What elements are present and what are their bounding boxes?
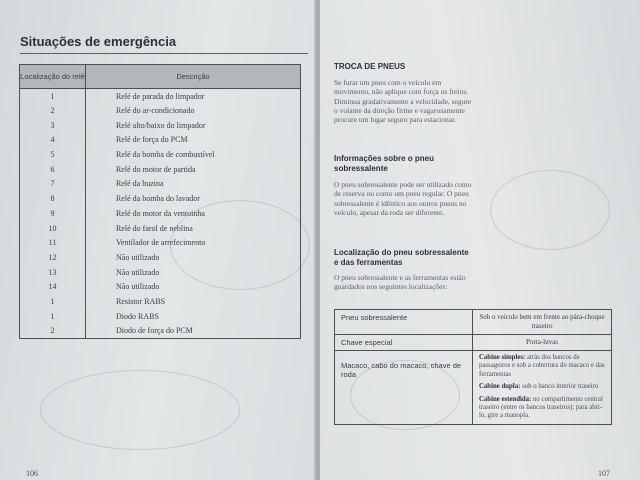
relay-number: 4	[20, 133, 86, 148]
page-number-right: 107	[598, 469, 610, 478]
table-row	[20, 309, 301, 324]
tool-name: Macaco, cabo do macaco, chave de roda	[335, 351, 473, 425]
cabin-text: no compartimento central traseiro (entre os bancos traseiros); para abri-lo, gire a manopla.	[479, 395, 603, 420]
relay-description: Não utilizado	[86, 265, 301, 280]
relay-description: Relé da buzina	[86, 177, 301, 192]
relay-number: 6	[20, 162, 86, 177]
relay-number: 11	[20, 235, 86, 250]
table-row	[20, 279, 301, 294]
table-row	[20, 324, 301, 339]
table-row	[20, 162, 301, 177]
relay-table-body	[20, 89, 301, 339]
table-row	[20, 250, 301, 265]
column-header-description: Descrição	[86, 65, 301, 89]
title-divider	[20, 53, 308, 54]
page-number-left: 106	[26, 469, 38, 478]
relay-number: 13	[20, 265, 86, 280]
relay-description: Relé da bomba de combustível	[86, 147, 301, 162]
cabin-text: atrás dos bancos de passageiros e sob a cobertura do macaco e das ferramentas	[479, 354, 605, 378]
relay-description: Relé do motor de partida	[86, 162, 301, 177]
relay-description: Relé de parada do limpador	[86, 89, 301, 104]
table-row	[335, 310, 612, 335]
section-heading: TROCA DE PNEUS	[334, 62, 406, 71]
tool-name: Chave especial	[335, 335, 473, 351]
spare-info-paragraph: O pneu sobressalente pode ser utilizado como de reserva ou como um pneu regular. O pneu sobressalente é idêntico aos outros pneus no veículo, apesar da roda ser diferente.	[334, 180, 472, 217]
relay-description: Relé alto/baixo do limpador	[86, 118, 301, 133]
tool-location: Sob o veículo bem em frente ao pára-choque traseiro	[473, 310, 612, 335]
relay-description: Diodo de força do PCM	[86, 324, 301, 339]
table-row	[20, 103, 301, 118]
relay-description: Relé da bomba do lavador	[86, 191, 301, 206]
cabin-label: Cabine estendida:	[479, 395, 532, 403]
relay-description: Ventilador de arrefecimento	[86, 235, 301, 250]
relay-table	[19, 64, 301, 339]
relay-number: 1	[20, 89, 86, 104]
relay-description: Relé de força do PCM	[86, 133, 301, 148]
relay-number: 1	[20, 309, 86, 324]
table-row	[20, 294, 301, 309]
relay-number: 9	[20, 206, 86, 221]
cabin-extended-note	[479, 396, 605, 421]
subheading-location: Localização do pneu sobressalente e das ferramentas	[334, 248, 469, 267]
table-row	[335, 351, 612, 425]
relay-description: Não utilizado	[86, 279, 301, 294]
tool-location: Porta-luvas	[473, 335, 612, 351]
relay-number: 5	[20, 147, 86, 162]
table-row	[20, 191, 301, 206]
location-paragraph: O pneu sobressalente e as ferramentas estão guardados nos seguintes localizações:	[334, 273, 466, 292]
table-row	[20, 265, 301, 280]
relay-number: 2	[20, 324, 86, 339]
relay-description: Resistor RABS	[86, 294, 301, 309]
cabin-double-note	[479, 383, 605, 391]
relay-number: 12	[20, 250, 86, 265]
table-row	[20, 221, 301, 236]
cabin-label: Cabine dupla:	[479, 383, 521, 391]
table-row	[20, 235, 301, 250]
relay-description: Não utilizado	[86, 250, 301, 265]
cabin-label: Cabine simples:	[479, 354, 526, 361]
relay-number: 1	[20, 294, 86, 309]
table-row	[20, 147, 301, 162]
ghost-illustration	[40, 370, 240, 450]
tools-table	[334, 309, 612, 425]
page-title: Situações de emergência	[20, 34, 177, 49]
subheading-spare-info: Informações sobre o pneu sobressalente	[334, 154, 435, 173]
tool-location-cabins	[473, 351, 612, 425]
relay-number: 14	[20, 279, 86, 294]
relay-description: Diodo RABS	[86, 309, 301, 324]
relay-description: Relé do farol de neblina	[86, 221, 301, 236]
intro-paragraph: Se furar um pneu com o veículo em movimento, não aplique com força os freios. Diminua gradativamente a velocidade, segure o volante da direção firme e vagarosamente procure um lugar seguro para estacionar.	[334, 78, 472, 125]
relay-description: Relé do ar-condicionado	[86, 103, 301, 118]
cabin-text: sob o banco interior traseiro	[520, 383, 599, 391]
table-row	[335, 335, 612, 351]
table-row	[20, 89, 301, 104]
column-header-location: Localização do relé	[20, 65, 86, 89]
relay-number: 10	[20, 221, 86, 236]
relay-description: Relé do motor da ventoinha	[86, 206, 301, 221]
table-row	[20, 177, 301, 192]
relay-number: 2	[20, 103, 86, 118]
table-row	[20, 133, 301, 148]
table-row	[20, 118, 301, 133]
relay-number: 3	[20, 118, 86, 133]
ghost-illustration	[490, 170, 610, 250]
table-row	[20, 206, 301, 221]
tool-name: Pneu sobressalente	[335, 310, 473, 335]
relay-number: 7	[20, 177, 86, 192]
relay-number: 8	[20, 191, 86, 206]
cabin-simple-note	[479, 354, 605, 379]
